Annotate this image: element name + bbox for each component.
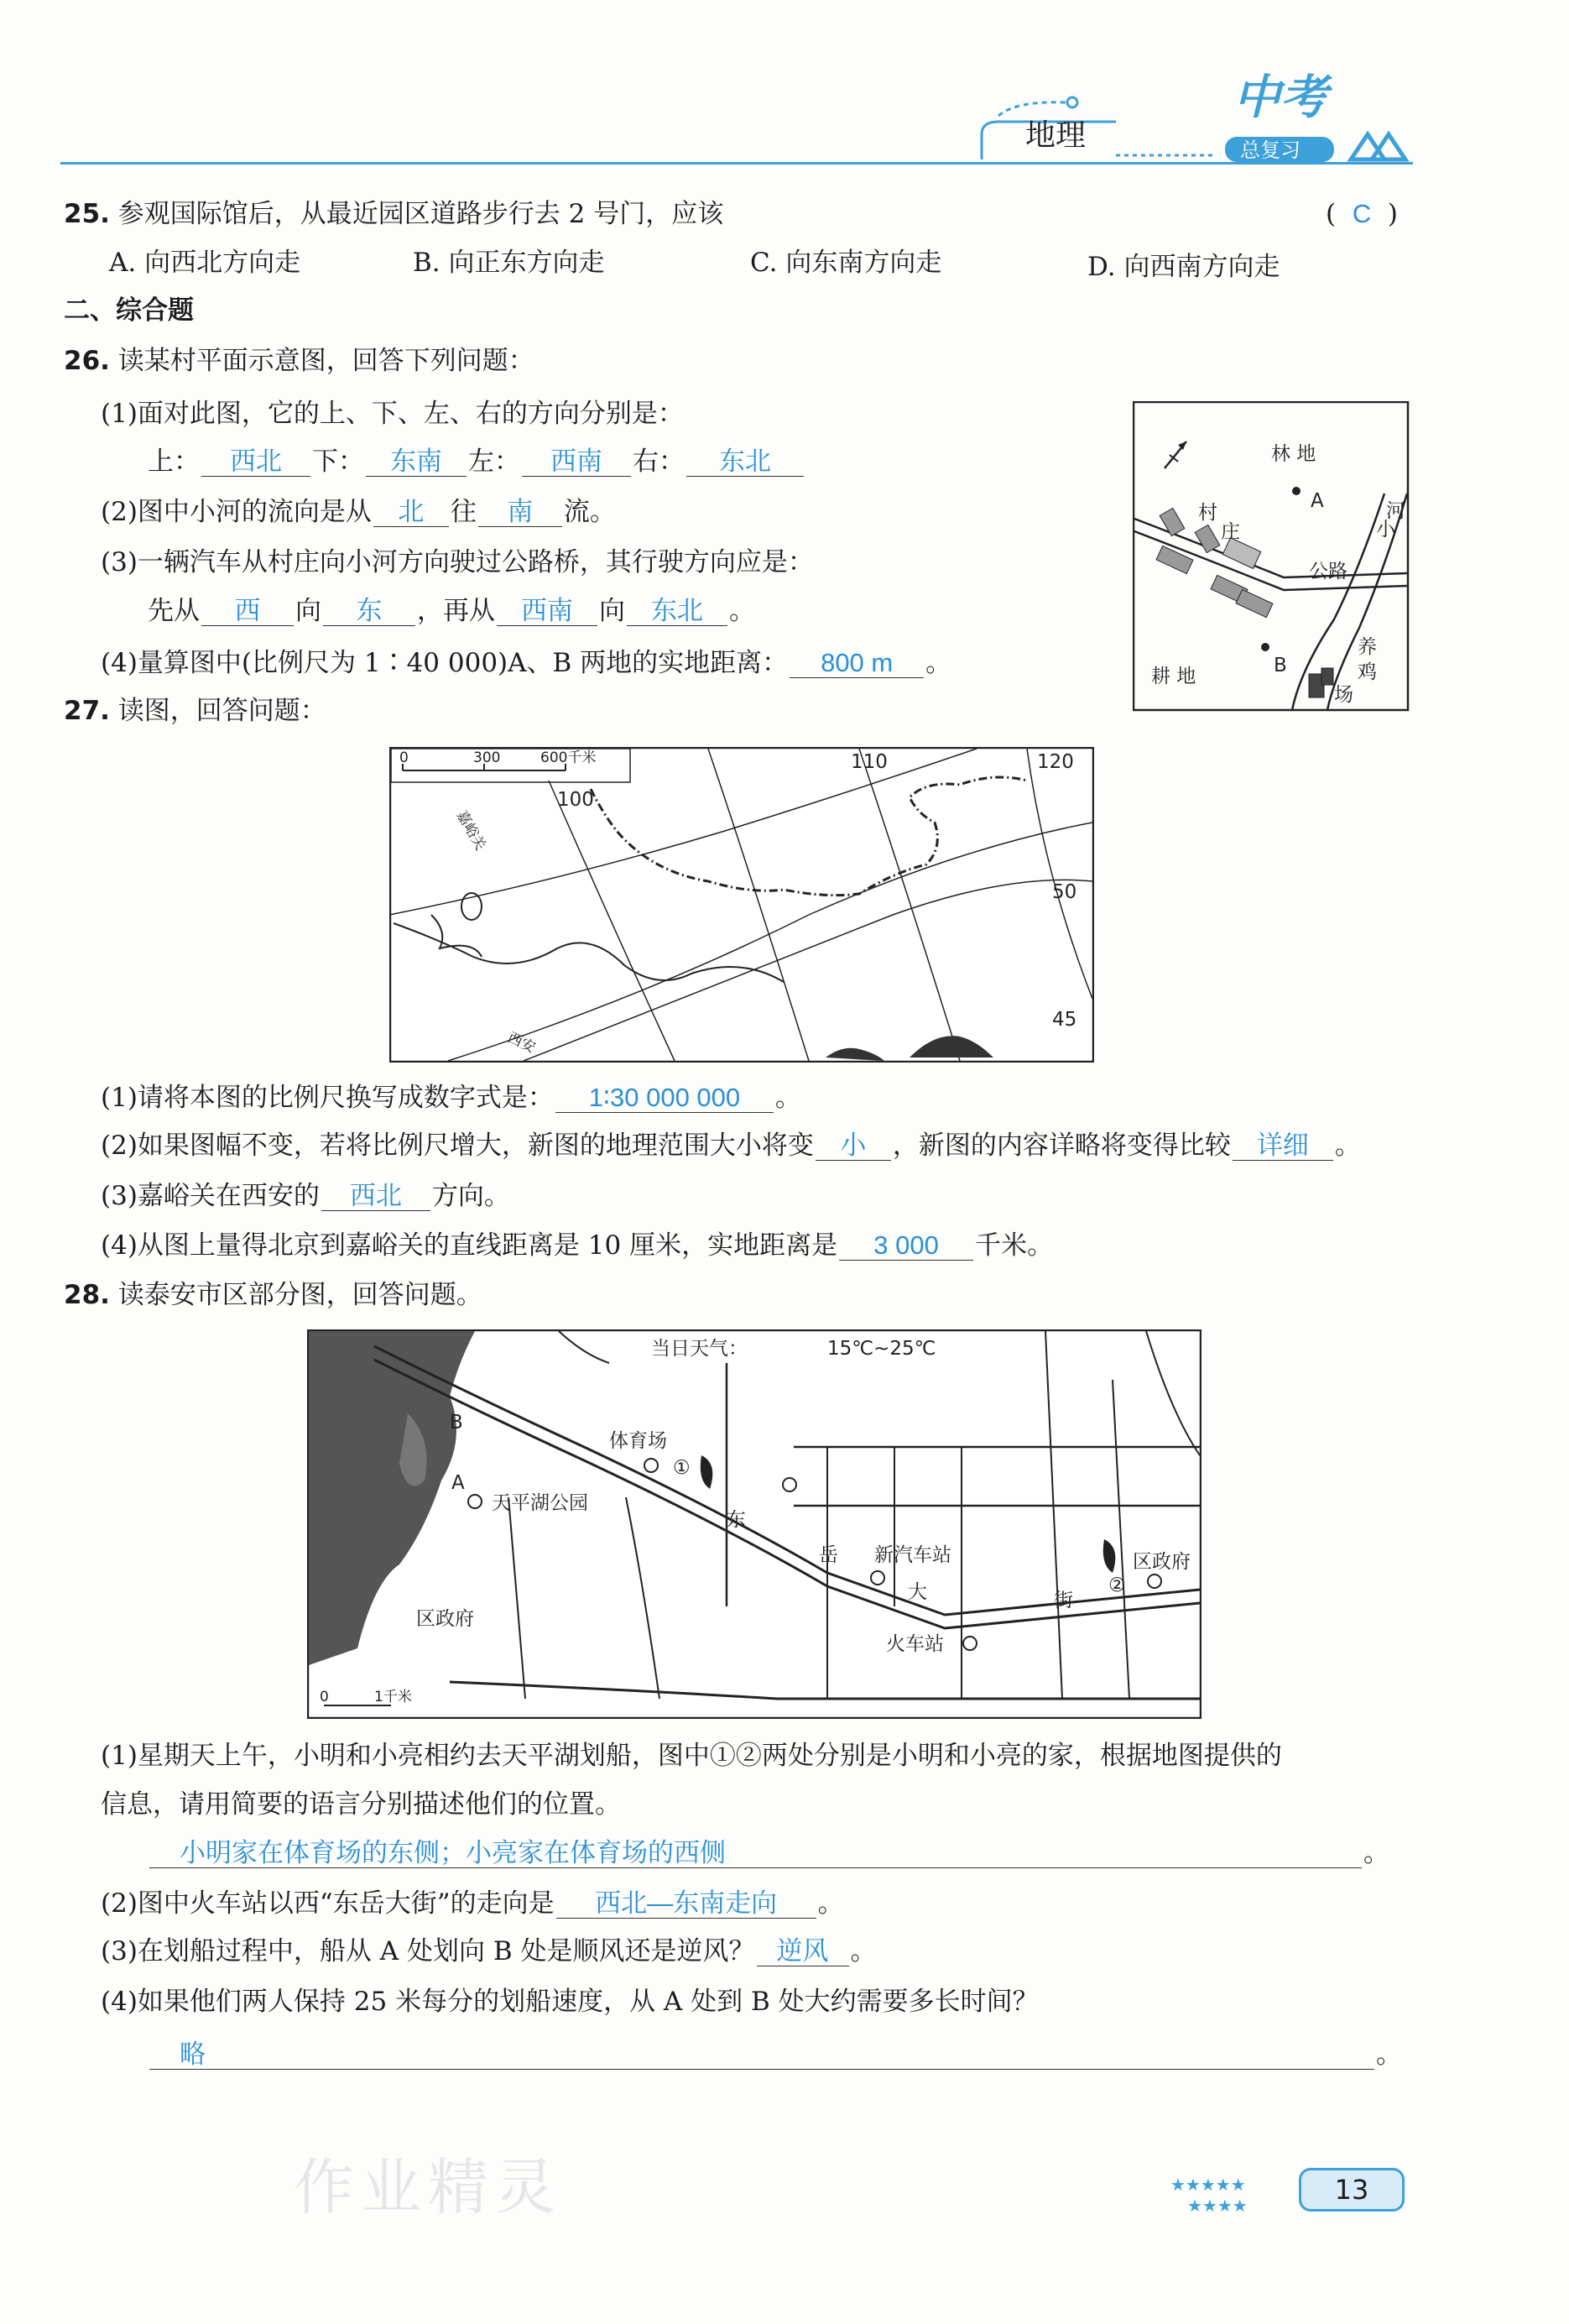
map-road: 公路 xyxy=(1309,561,1347,582)
answer-3a: 西 xyxy=(201,597,294,626)
q26-p3-to2: 向 xyxy=(599,596,625,626)
answer-3d: 东北 xyxy=(627,597,727,626)
page-number: 13 xyxy=(1334,2174,1369,2206)
answer-scale: 1∶30 000 000 xyxy=(555,1084,774,1113)
q27-stem xyxy=(64,694,326,728)
q25-number: 25. xyxy=(64,199,110,229)
q27-part1 xyxy=(101,1081,801,1115)
map-river-1: 小 xyxy=(1376,519,1395,541)
q27-part1-end: 。 xyxy=(774,1083,801,1113)
q28-part2-text: (2)图中火车站以西“东岳大街”的走向是 xyxy=(101,1888,555,1919)
q28-part1b: 信息，请用简要的语言分别描述他们的位置。 xyxy=(101,1789,621,1820)
subject-label: 地理 xyxy=(1025,118,1087,153)
answer-right: 东北 xyxy=(686,447,804,477)
svg-text:★★★★: ★★★★ xyxy=(1187,2196,1248,2216)
q25-option-b: B. 向正东方向走 xyxy=(413,248,605,278)
q27-part4 xyxy=(101,1229,1053,1262)
scale-300: 300 xyxy=(473,749,501,766)
label-left: 左： xyxy=(468,447,520,477)
label-up: 上： xyxy=(148,447,200,477)
map-farm-2: 鸡 xyxy=(1358,661,1377,683)
answer-trend: 西北—东南走向 xyxy=(556,1889,816,1919)
q25-stem xyxy=(64,197,723,231)
q25-text: 参观国际馆后，从最近园区道路步行去 2 号门，应该 xyxy=(117,199,724,229)
city-scale-0: 0 xyxy=(320,1689,329,1705)
q28-part1-end: 。 xyxy=(1363,1838,1389,1868)
map-village-2: 庄 xyxy=(1221,521,1240,543)
label-down: 下： xyxy=(312,447,364,477)
map-farm-1: 养 xyxy=(1358,636,1377,658)
q28-part3 xyxy=(101,1935,877,1968)
q26-p3-end: 。 xyxy=(729,596,755,626)
scale-0: 0 xyxy=(399,749,409,766)
map-point-a: A xyxy=(1311,490,1324,512)
q26-part1-answers xyxy=(148,445,805,478)
q26-p3-to: 向 xyxy=(295,596,321,626)
answer-time: 略 xyxy=(149,2040,1374,2070)
label-stadium: 体育场 xyxy=(609,1430,667,1452)
q28-part4: (4)如果他们两人保持 25 米每分的划船速度，从 A 处到 B 处大约需要多长时间？ xyxy=(101,1987,1039,2017)
label-home1: ① xyxy=(673,1457,691,1479)
map-forest: 林 地 xyxy=(1271,443,1316,465)
answer-distance: 800 m xyxy=(790,649,924,678)
taian-city-map xyxy=(307,1329,1202,1719)
brand-subtitle: 总复习 xyxy=(1240,138,1301,162)
answer-3b: 东 xyxy=(323,597,415,626)
q26-part4 xyxy=(101,646,951,680)
q26-p3-then: ，再从 xyxy=(417,596,495,626)
lat-50: 50 xyxy=(1052,881,1077,903)
stars-decoration xyxy=(1170,2165,1296,2216)
q28-number: 28. xyxy=(64,1280,110,1310)
scale-600: 600千米 xyxy=(540,749,597,766)
answer-flow-from: 北 xyxy=(373,498,449,527)
q25-answer: C xyxy=(1352,199,1372,228)
road-char-2: 岳 xyxy=(819,1544,838,1566)
q27-part2-text: (2)如果图幅不变，若将比例尺增大，新图的地理范围大小将变 xyxy=(101,1131,814,1161)
lon-120: 120 xyxy=(1037,751,1074,773)
q28-part4-answer-line xyxy=(148,2038,1402,2071)
map-farm-3: 场 xyxy=(1334,684,1353,706)
map-farmland: 耕 地 xyxy=(1151,666,1196,687)
answer-down: 东南 xyxy=(366,447,467,477)
q28-part1: (1)星期天上午，小明和小亮相约去天平湖划船，图中①②两处分别是小明和小亮的家，根据地图提供的 xyxy=(101,1741,1282,1771)
q26-stem xyxy=(64,344,534,378)
q28-part2 xyxy=(101,1887,844,1920)
q26-text: 读某村平面示意图，回答下列问题： xyxy=(117,346,534,376)
brand-title: 中考 xyxy=(1233,71,1327,125)
weather-label: 当日天气： xyxy=(651,1338,748,1360)
q26-part3-answers xyxy=(148,594,755,628)
label-xian: 西安 xyxy=(504,1029,539,1057)
page-header xyxy=(0,0,1569,168)
map-point-b: B xyxy=(1274,655,1287,676)
label-gov1: 区政府 xyxy=(416,1608,474,1630)
map-river-2: 河 xyxy=(1386,500,1405,522)
answer-range: 小 xyxy=(816,1131,891,1161)
q27-number: 27. xyxy=(64,696,110,726)
label-home2: ② xyxy=(1108,1575,1126,1596)
q25-option-c: C. 向东南方向走 xyxy=(750,248,942,278)
q26-part2 xyxy=(101,495,616,529)
answer-detail: 详细 xyxy=(1233,1131,1333,1161)
q26-p3-from: 先从 xyxy=(148,596,200,626)
answer-3c: 西南 xyxy=(497,597,597,626)
q27-part1-text: (1)请将本图的比例尺换写成数字式是： xyxy=(101,1083,554,1113)
q27-part2 xyxy=(101,1129,1361,1162)
svg-text:★★★★★: ★★★★★ xyxy=(1170,2175,1246,2195)
answer-direction: 西北 xyxy=(321,1182,430,1211)
q26-part2-end: 流。 xyxy=(563,497,616,527)
q27-part3 xyxy=(101,1179,510,1213)
section-title: 二、综合题 xyxy=(64,295,194,326)
q28-part4-end: 。 xyxy=(1376,2039,1402,2070)
answer-locations: 小明家在体育场的东侧；小亮家在体育场的西侧 xyxy=(149,1839,1362,1868)
china-north-map xyxy=(389,747,1094,1063)
road-char-4: 街 xyxy=(1054,1590,1073,1611)
q28-part1-answer-line xyxy=(148,1836,1389,1870)
lon-100: 100 xyxy=(557,789,594,811)
q28-part2-end: 。 xyxy=(817,1888,844,1919)
q27-text: 读图，回答问题： xyxy=(117,696,326,726)
label-right: 右： xyxy=(633,447,685,477)
label-point-b: B xyxy=(450,1412,463,1434)
q26-part3: (3)一辆汽车从村庄向小河方向驶过公路桥，其行驶方向应是： xyxy=(101,547,814,577)
city-scale-1: 1千米 xyxy=(374,1689,412,1705)
village-map xyxy=(1133,401,1410,712)
q27-part4-end: 千米。 xyxy=(975,1230,1054,1261)
q27-part3-end: 方向。 xyxy=(431,1181,510,1211)
q27-part2-mid: ，新图的内容详略将变得比较 xyxy=(892,1131,1231,1161)
label-gov2: 区政府 xyxy=(1133,1551,1191,1573)
label-bus-station: 新汽车站 xyxy=(874,1544,951,1566)
q28-part3-text: (3)在划船过程中，船从 A 处划向 B 处是顺风还是逆风？ xyxy=(101,1936,755,1966)
q26-part2-text: (2)图中小河的流向是从 xyxy=(101,497,372,527)
weather-temp: 15℃~25℃ xyxy=(827,1338,936,1360)
answer-wind: 逆风 xyxy=(757,1937,849,1966)
label-jiayuguan: 嘉峪关 xyxy=(452,807,489,854)
q27-part2-end: 。 xyxy=(1334,1131,1361,1161)
header-rule xyxy=(60,162,1413,165)
q26-part4-text: (4)量算图中(比例尺为 1∶40 000)A、B 两地的实地距离： xyxy=(101,648,789,678)
answer-flow-to: 南 xyxy=(478,498,562,527)
label-train-station: 火车站 xyxy=(886,1633,944,1655)
answer-real-distance: 3 000 xyxy=(839,1231,973,1261)
label-lake: 天平湖公园 xyxy=(492,1492,588,1514)
q28-part3-end: 。 xyxy=(850,1936,877,1966)
road-char-3: 大 xyxy=(908,1581,927,1603)
q28-text: 读泰安市区部分图，回答问题。 xyxy=(117,1280,482,1310)
q26-part1: (1)面对此图，它的上、下、左、右的方向分别是： xyxy=(101,399,684,429)
q26-number: 26. xyxy=(64,346,110,376)
q25-answer-bracket: ( C ) xyxy=(1326,199,1399,229)
page-number-box xyxy=(1299,2168,1405,2212)
label-point-a: A xyxy=(451,1472,465,1494)
road-char-1: 东 xyxy=(727,1509,746,1531)
answer-left: 西南 xyxy=(522,447,631,477)
q26-part4-end: 。 xyxy=(925,648,952,678)
q27-part3-text: (3)嘉峪关在西安的 xyxy=(101,1181,320,1211)
lon-110: 110 xyxy=(851,751,888,773)
q26-part2-mid: 往 xyxy=(450,497,477,527)
q28-stem xyxy=(64,1278,482,1312)
q25-option-a: A. 向西北方向走 xyxy=(109,248,301,278)
q27-part4-text: (4)从图上量得北京到嘉峪关的直线距离是 10 厘米，实地距离是 xyxy=(101,1230,838,1261)
map-village-1: 村 xyxy=(1198,502,1217,524)
answer-up: 西北 xyxy=(201,447,310,477)
watermark: 作业精灵 xyxy=(294,2152,563,2222)
q25-option-d: D. 向西南方向走 xyxy=(1087,252,1280,282)
lat-45: 45 xyxy=(1052,1009,1077,1031)
